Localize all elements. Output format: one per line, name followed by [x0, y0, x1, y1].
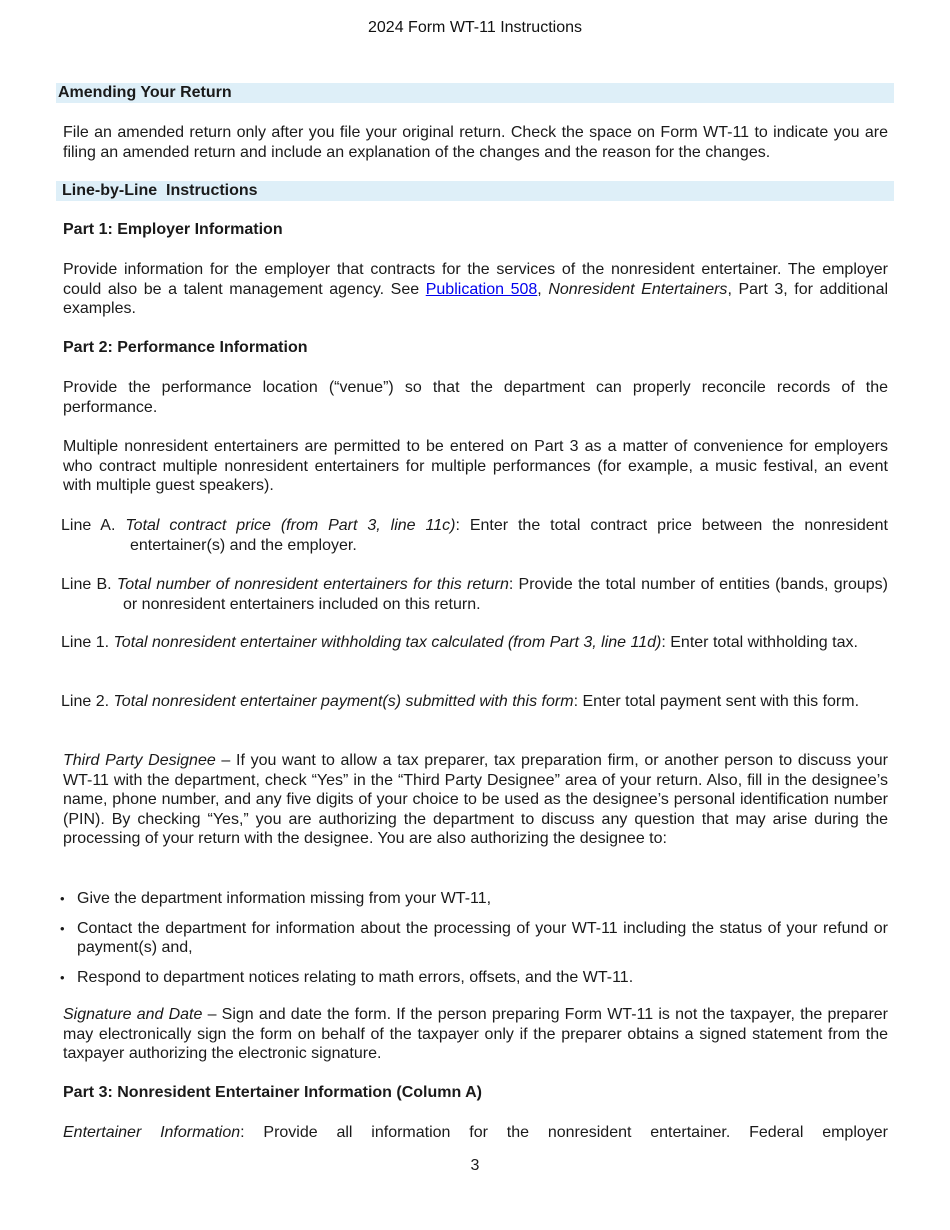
line-1-label: Line 1. — [61, 634, 114, 651]
part3-entertainer-info-paragraph — [63, 1123, 888, 1145]
publication-508-link[interactable]: Publication 508 — [425, 280, 538, 298]
list-item — [60, 919, 888, 958]
line-1-instruction — [61, 633, 888, 653]
part3-entertainer-info-text: : Provide all information for the nonresident entertainer. Federal employer — [240, 1124, 888, 1141]
part1-heading: Part 1: Employer Information — [63, 221, 283, 238]
line-2-text: : Enter total payment sent with this form. — [573, 693, 860, 710]
line-1-text: : Enter total withholding tax. — [661, 634, 858, 651]
line-b-title: Total number of nonresident entertainers for this return — [116, 576, 509, 593]
designee-authorization-list — [60, 889, 888, 987]
part1-text-end: , Part 3, for additional examples. — [63, 280, 889, 318]
page-number: 3 — [470, 1157, 480, 1174]
part3-heading: Part 3: Nonresident Entertainer Information (Column A) — [63, 1084, 482, 1101]
part2-paragraph-multiple: Multiple nonresident entertainers are permitted to be entered on Part 3 as a matter of convenience for employers who contract multiple nonresident entertainers for multiple performances (for example, a music festival, an event with multiple guest speakers). — [63, 438, 888, 495]
section-heading-label: Amending Your Return — [58, 84, 232, 101]
section-heading-label: Line-by-Line Instructions — [62, 182, 258, 199]
line-a-title: Total contract price (from Part 3, line 11c) — [125, 517, 456, 534]
section-heading-amending — [56, 83, 894, 103]
list-item — [60, 968, 888, 988]
line-a-label: Line A. — [61, 517, 126, 534]
line-a-instruction — [61, 516, 888, 555]
list-item-text: Respond to department notices relating to math errors, offsets, and the WT-11. — [77, 968, 634, 986]
list-item-text: Contact the department for information about the processing of your WT-11 including the status of your refund or payment(s) and, — [77, 919, 888, 957]
line-a-text: : Enter the total contract price between the nonresident entertainer(s) and the employer. — [130, 517, 889, 554]
line-b-text: : Provide the total number of entities (bands, groups) or nonresident entertainers included on this return. — [123, 576, 888, 613]
page-header-title: 2024 Form WT-11 Instructions — [368, 19, 582, 36]
part1-paragraph — [63, 260, 888, 319]
part2-heading: Part 2: Performance Information — [63, 339, 308, 356]
signature-date-text: – Sign and date the form. If the person preparing Form WT-11 is not the taxpayer, the preparer may electronically sign the form on behalf of the taxpayer only if the preparer obtains a signed statement from the taxpayer authorizing the electronic signature. — [63, 1006, 889, 1063]
bullet-icon: • — [60, 891, 65, 906]
line-b-label: Line B. — [61, 576, 117, 593]
bullet-icon: • — [60, 969, 65, 985]
list-item — [60, 889, 888, 909]
line-b-instruction — [61, 575, 888, 614]
line-2-instruction — [61, 692, 888, 712]
third-party-designee-paragraph — [63, 751, 888, 849]
line-1-title: Total nonresident entertainer withholding tax calculated (from Part 3, line 11d) — [113, 634, 662, 651]
part3-entertainer-info-title: Entertainer Information — [63, 1124, 241, 1141]
part1-text: Provide information for the employer that contracts for the services of the nonresident entertainer. The employer could also be a talent management agency. See — [63, 261, 888, 298]
line-2-label: Line 2. — [61, 693, 114, 710]
third-party-designee-title: Third Party Designee — [63, 752, 216, 769]
line-2-title: Total nonresident entertainer payment(s) submitted with this form — [113, 693, 574, 710]
third-party-designee-text: – If you want to allow a tax preparer, tax preparation firm, or another person to discuss your WT-11 with the department, check “Yes” in the “Third Party Designee” area of your return. Also, fill in the designee’s name, phone number, and any five digits of your choice to be used as the designee’s personal identification number (PIN). By checking “Yes,” you are authorizing the department to discuss any question that may arise during the processing of your return with the designee. You are also authorizing the designee to: — [63, 752, 888, 848]
part1-comma: , — [537, 280, 549, 298]
bullet-icon: • — [60, 920, 65, 936]
signature-date-title: Signature and Date — [63, 1006, 203, 1023]
part1-italic-title: Nonresident Entertainers — [548, 280, 728, 298]
part2-paragraph-venue: Provide the performance location (“venue”) so that the department can properly reconcile records of the performance. — [63, 379, 888, 416]
list-item-text: Give the department information missing from your WT-11, — [77, 890, 492, 907]
amending-paragraph: File an amended return only after you file your original return. Check the space on Form WT-11 to indicate you are filing an amended return and include an explanation of the changes and the reason for the changes. — [63, 124, 888, 161]
signature-date-paragraph — [63, 1005, 888, 1064]
section-heading-line-by-line — [56, 181, 894, 201]
